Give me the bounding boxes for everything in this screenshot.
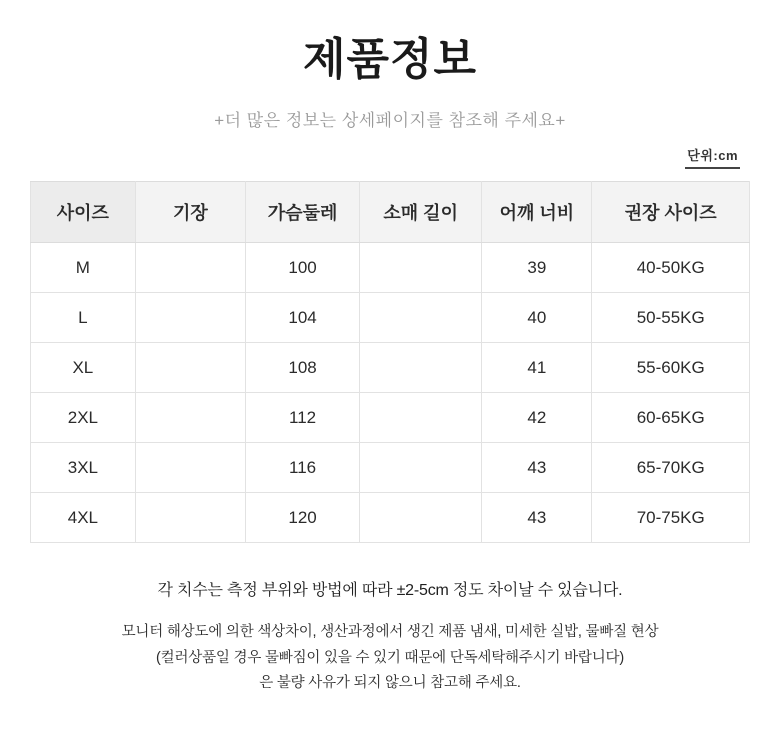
cell-size: L <box>31 293 136 343</box>
cell-sleeve <box>360 293 482 343</box>
cell-recommended: 60-65KG <box>592 393 750 443</box>
cell-recommended: 70-75KG <box>592 493 750 543</box>
column-header-length: 기장 <box>135 182 245 243</box>
table-row <box>31 343 750 393</box>
cell-shoulder: 43 <box>482 493 592 543</box>
cell-chest: 100 <box>245 243 359 293</box>
cell-shoulder: 43 <box>482 443 592 493</box>
table-row <box>31 243 750 293</box>
table-row <box>31 293 750 343</box>
cell-sleeve <box>360 443 482 493</box>
page-subtitle: +더 많은 정보는 상세페이지를 참조해 주세요+ <box>214 111 566 131</box>
table-row <box>31 493 750 543</box>
cell-size: 4XL <box>31 493 136 543</box>
cell-length <box>135 293 245 343</box>
footer-notes <box>0 577 780 696</box>
cell-chest: 120 <box>245 493 359 543</box>
size-table-head <box>31 182 750 243</box>
cell-shoulder: 40 <box>482 293 592 343</box>
size-table-body <box>31 243 750 543</box>
cell-recommended: 55-60KG <box>592 343 750 393</box>
cell-sleeve <box>360 243 482 293</box>
unit-note: 단위:cm <box>685 145 740 169</box>
unit-note-row <box>0 145 780 169</box>
cell-chest: 108 <box>245 343 359 393</box>
measurement-note: 각 치수는 측정 부위와 방법에 따라 ±2-5cm 정도 차이날 수 있습니다. <box>157 582 623 600</box>
column-header-recommended: 권장 사이즈 <box>592 182 750 243</box>
cell-chest: 116 <box>245 443 359 493</box>
disclaimer-line-1: 모니터 해상도에 의한 색상차이, 생산과정에서 생긴 제품 냄새, 미세한 실밥, 물빠질 현상 <box>121 624 659 641</box>
size-table-wrapper <box>30 181 750 543</box>
page-title: 제품정보 <box>302 35 477 84</box>
column-header-sleeve: 소매 길이 <box>360 182 482 243</box>
table-row <box>31 393 750 443</box>
table-header-row <box>31 182 750 243</box>
cell-size: 2XL <box>31 393 136 443</box>
disclaimer-line-2: (컬러상품일 경우 물빠짐이 있을 수 있기 때문에 단독세탁해주시기 바랍니다) <box>156 649 624 666</box>
cell-chest: 112 <box>245 393 359 443</box>
cell-shoulder: 39 <box>482 243 592 293</box>
cell-size: 3XL <box>31 443 136 493</box>
cell-sleeve <box>360 493 482 543</box>
cell-length <box>135 343 245 393</box>
cell-shoulder: 41 <box>482 343 592 393</box>
column-header-chest: 가슴둘레 <box>245 182 359 243</box>
cell-shoulder: 42 <box>482 393 592 443</box>
cell-length <box>135 443 245 493</box>
size-table <box>30 181 750 543</box>
column-header-shoulder: 어깨 너비 <box>482 182 592 243</box>
cell-size: M <box>31 243 136 293</box>
table-row <box>31 443 750 493</box>
cell-length <box>135 393 245 443</box>
cell-length <box>135 243 245 293</box>
cell-recommended: 40-50KG <box>592 243 750 293</box>
cell-recommended: 50-55KG <box>592 293 750 343</box>
cell-chest: 104 <box>245 293 359 343</box>
disclaimer-line-3: 은 불량 사유가 되지 않으니 참고해 주세요. <box>259 675 521 692</box>
cell-length <box>135 493 245 543</box>
cell-sleeve <box>360 343 482 393</box>
cell-recommended: 65-70KG <box>592 443 750 493</box>
cell-sleeve <box>360 393 482 443</box>
column-header-size: 사이즈 <box>31 182 136 243</box>
cell-size: XL <box>31 343 136 393</box>
